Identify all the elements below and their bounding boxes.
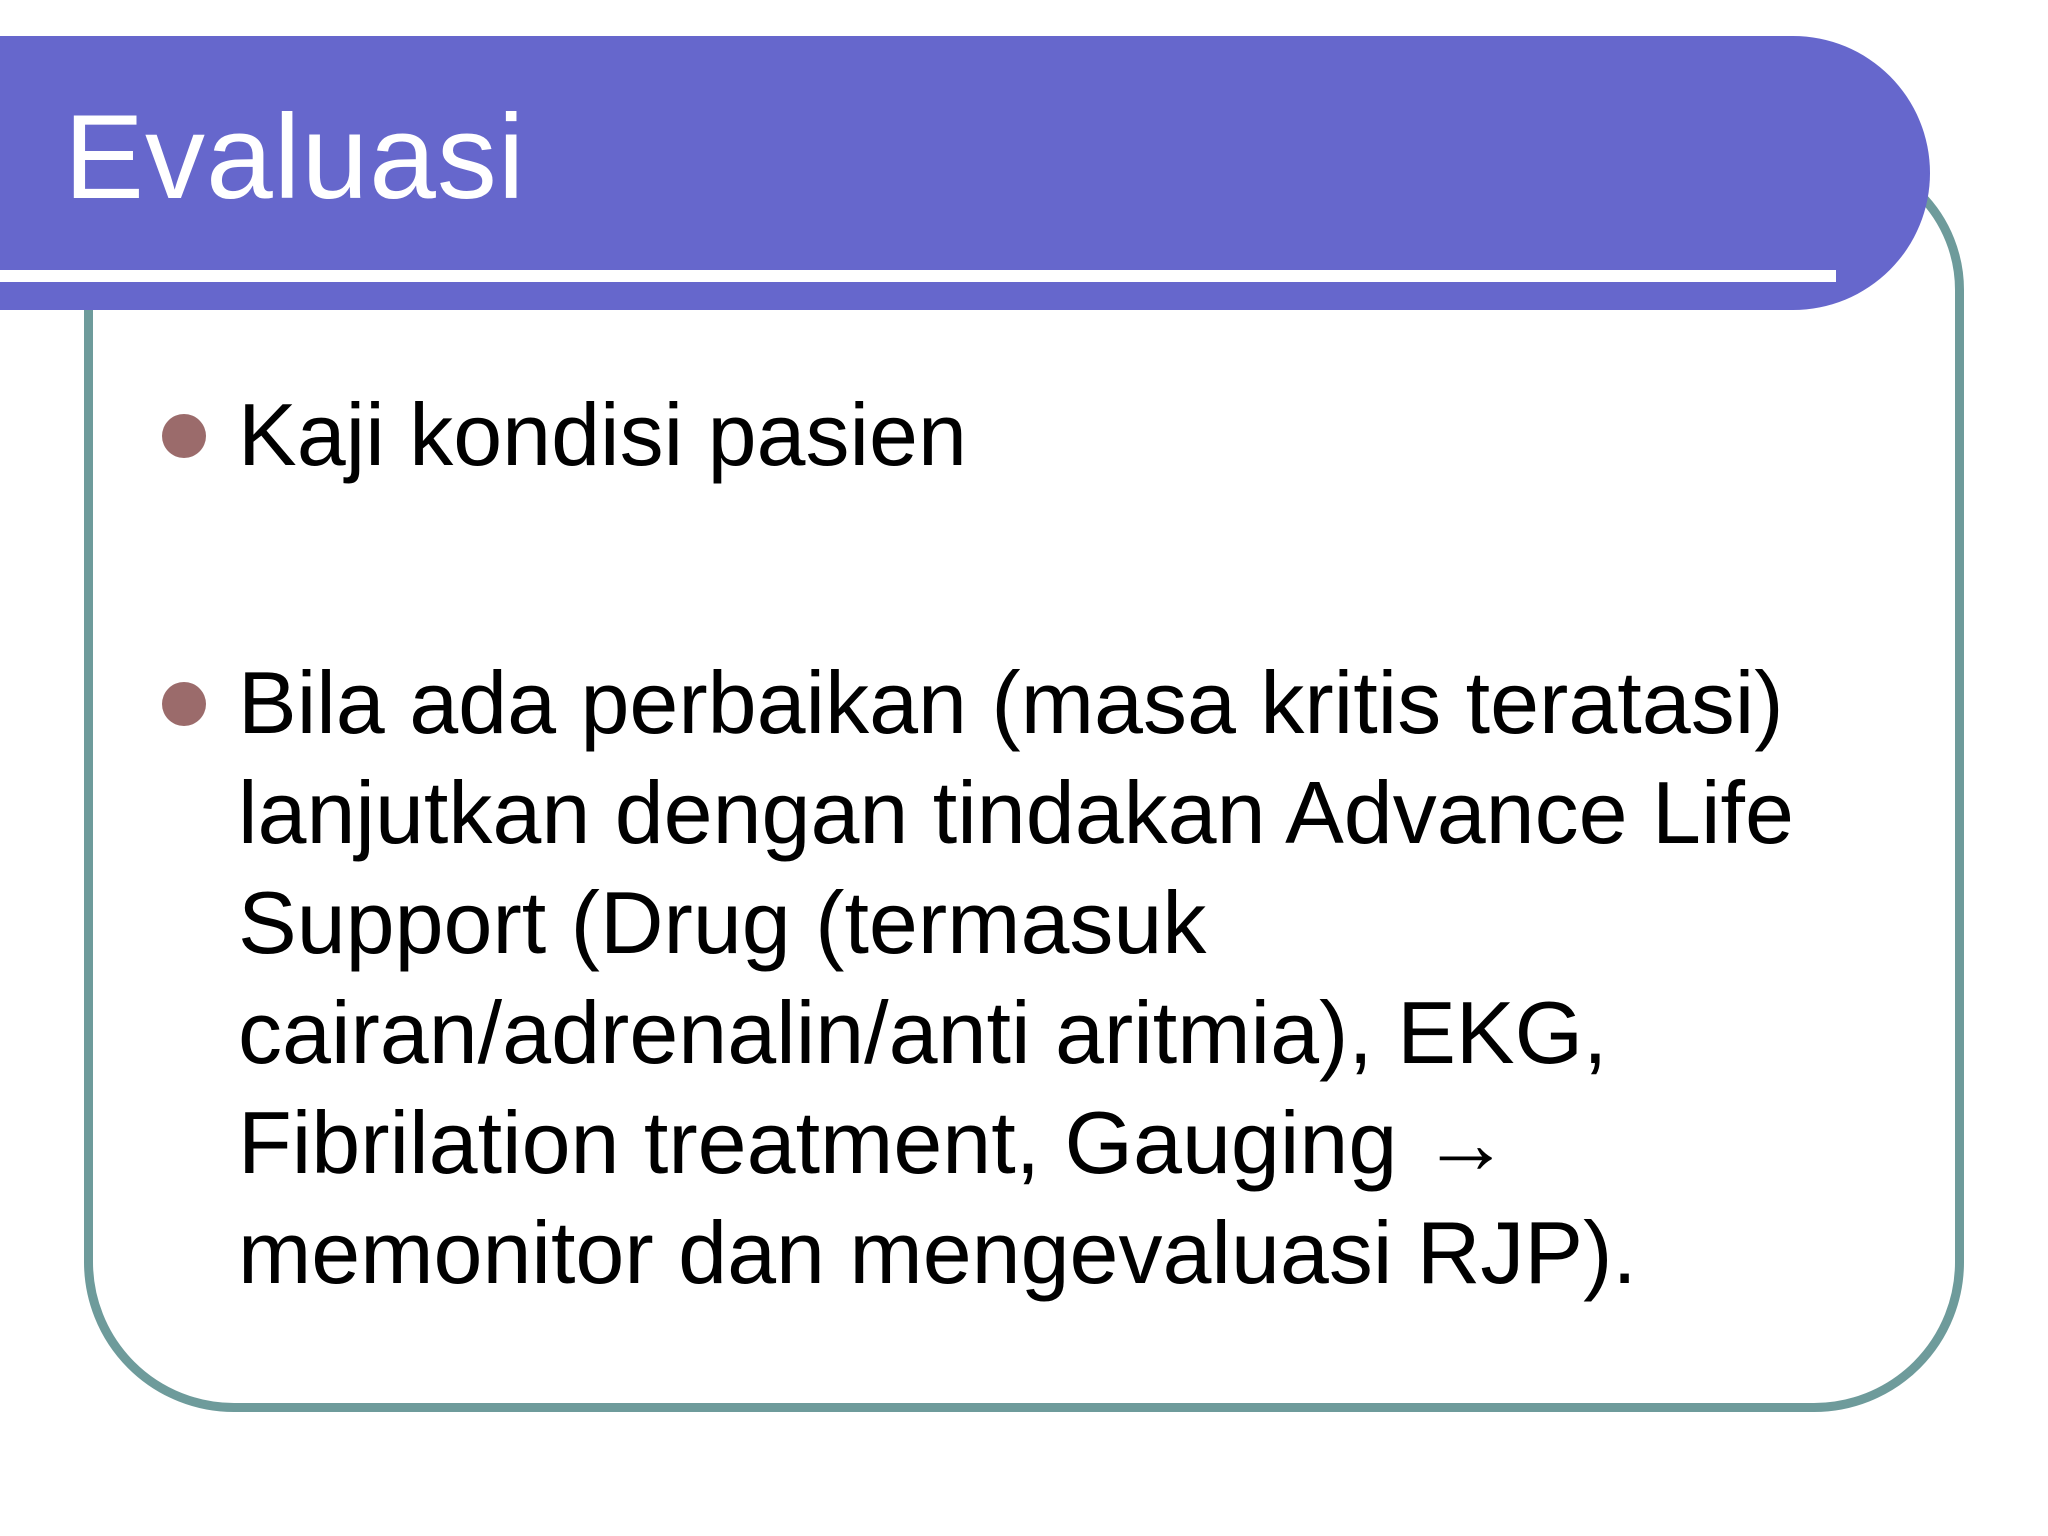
bullet-text: Bila ada perbaikan (masa kritis teratasi) lanjutkan dengan tindakan Advance Life Support (Drug (termasuk cairan/adrenalin/anti aritmia), EKG, Fibrilation treatment, Gauging → memonitor dan mengevaluasi RJP). bbox=[238, 653, 1794, 1302]
bullet-item bbox=[160, 648, 1880, 1308]
bullet-text: Kaji kondisi pasien bbox=[238, 385, 967, 484]
slide-title: Evaluasi bbox=[64, 90, 526, 224]
bullet-dot-icon bbox=[162, 682, 206, 726]
bullet-item bbox=[160, 380, 1880, 490]
bullet-dot-icon bbox=[162, 414, 206, 458]
title-underline bbox=[0, 270, 1836, 282]
bullet-list bbox=[160, 380, 1880, 1308]
